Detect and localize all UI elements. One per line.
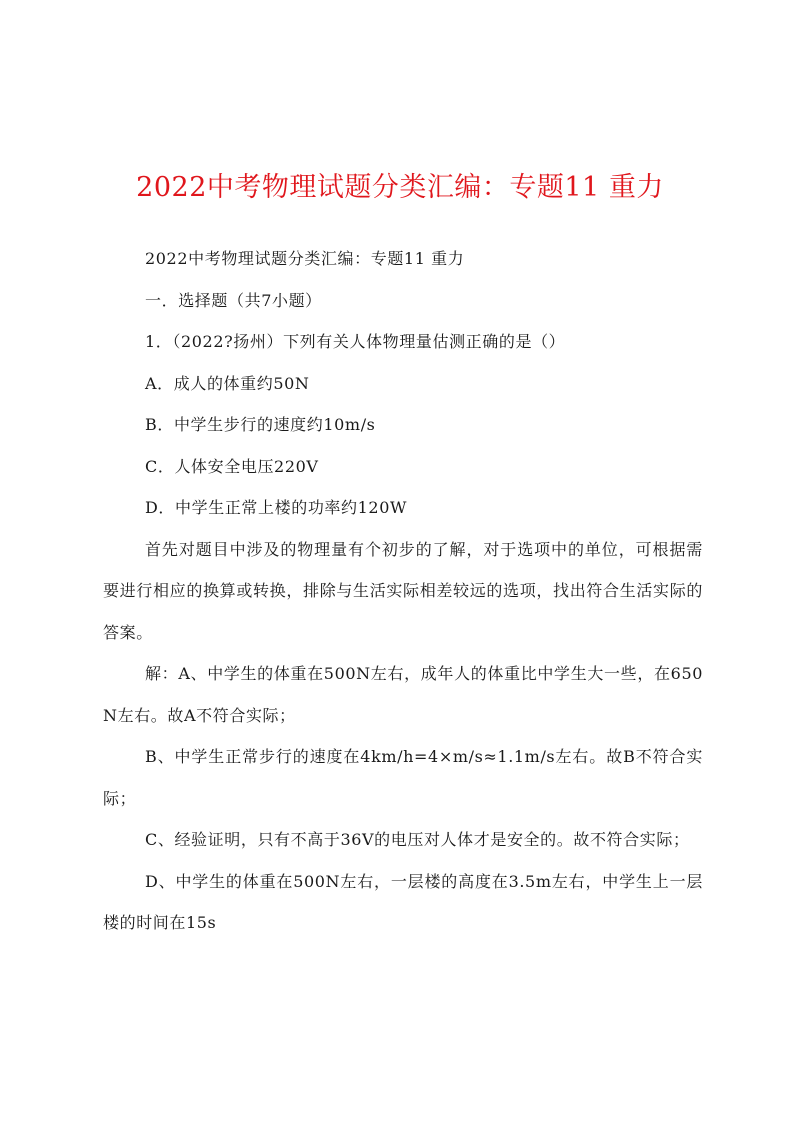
option-a: A．成人的体重约50N [145, 373, 310, 393]
analysis-paragraph: 首先对题目中涉及的物理量有个初步的了解，对于选项中的单位，可根据需要进行相应的换算或转换，排除与生活实际相差较远的选项，找出符合生活实际的答案。 [103, 539, 703, 642]
solution-c: C、经验证明，只有不高于36V的电压对人体才是安全的。故不符合实际； [145, 830, 690, 849]
option-d: D．中学生正常上楼的功率约120W [145, 498, 408, 517]
body-heading: 2022中考物理试题分类汇编：专题11 重力 [145, 249, 465, 268]
option-c: C．人体安全电压220V [145, 456, 319, 476]
section-heading: 一．选择题（共7小题） [145, 290, 322, 310]
solution-d: D、中学生的体重在500N左右，一层楼的高度在3.5m左右，中学生上一层楼的时间在15s [103, 871, 703, 932]
document-body [103, 238, 703, 944]
option-b: B．中学生步行的速度约10m/s [145, 415, 376, 434]
solution-b: B、中学生正常步行的速度在4km/h=4×m/s≈1.1m/s左右。故B不符合实际； [103, 747, 703, 808]
question-stem: 1．（2022?扬州）下列有关人体物理量估测正确的是（） [145, 332, 566, 351]
solution-a: 解：A、中学生的体重在500N左右，成年人的体重比中学生大一些，在650N左右。故A不符合实际； [103, 664, 703, 725]
document-title: 2022中考物理试题分类汇编：专题11 重力 [136, 172, 664, 203]
